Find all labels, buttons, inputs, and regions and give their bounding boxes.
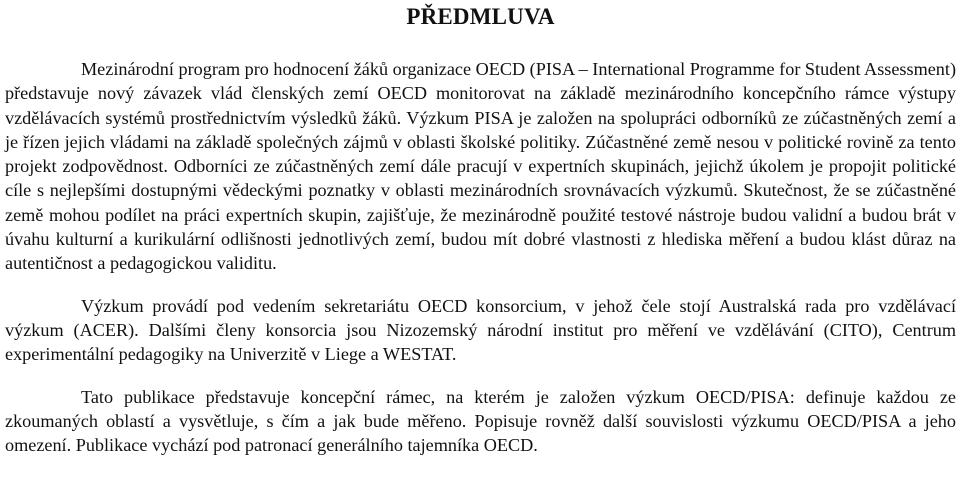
paragraph-publication: Tato publikace představuje koncepční rámec, na kterém je založen výzkum OECD/PISA: definuje každou ze zkoumaných oblastí a vysvětluje, s čím a jak bude měřeno. Popisuje rovněž další souvislosti výzkumu OECD/PISA a jeho omezení. Publikace vychází pod patronací generálního tajemníka OECD. bbox=[5, 386, 956, 456]
page-title: PŘEDMLUVA bbox=[406, 4, 555, 29]
paragraph-intro: Mezinárodní program pro hodnocení žáků organizace OECD (PISA – International Programme for Student Assessment) představuje nový závazek vlád členských zemí OECD monitorovat na základě mezinárodního koncepčního rámce výstupy vzdělávacích systémů prostřednictvím výsledků žáků. Výzkum PISA je založen na spolupráci odborníků ze zúčastněných zemí a je řízen jejich vládami na základě společných zájmů v oblasti školské politiky. Zúčastněné země nesou v politické rovině za tento projekt zodpovědnost. Odborníci ze zúčastněných zemí dále pracují v expertních skupinách, jejichž úkolem je propojit politické cíle s nejlepšími dostupnými vědeckými poznatky v oblasti mezinárodních srovnávacích výzkumů. Skutečnost, že se zúčastněné země mohou podílet na práci expertních skupin, zajišťuje, že mezinárodně použité testové nástroje budou validní a budou brát v úvahu kulturní a kurikulární odlišnosti jednotlivých zemí, budou mít dobré vlastnosti z hlediska měření a budou klást důraz na autentičnost a pedagogickou validitu. bbox=[5, 59, 956, 274]
paragraph-consortium: Výzkum provádí pod vedením sekretariátu OECD konsorcium, v jehož čele stojí Australská rada pro vzdělávací výzkum (ACER). Dalšími členy konsorcia jsou Nizozemský národní institut pro měření ve vzdělávání (CITO), Centrum experimentální pedagogiky na Univerzitě v Liege a WESTAT. bbox=[5, 295, 956, 365]
